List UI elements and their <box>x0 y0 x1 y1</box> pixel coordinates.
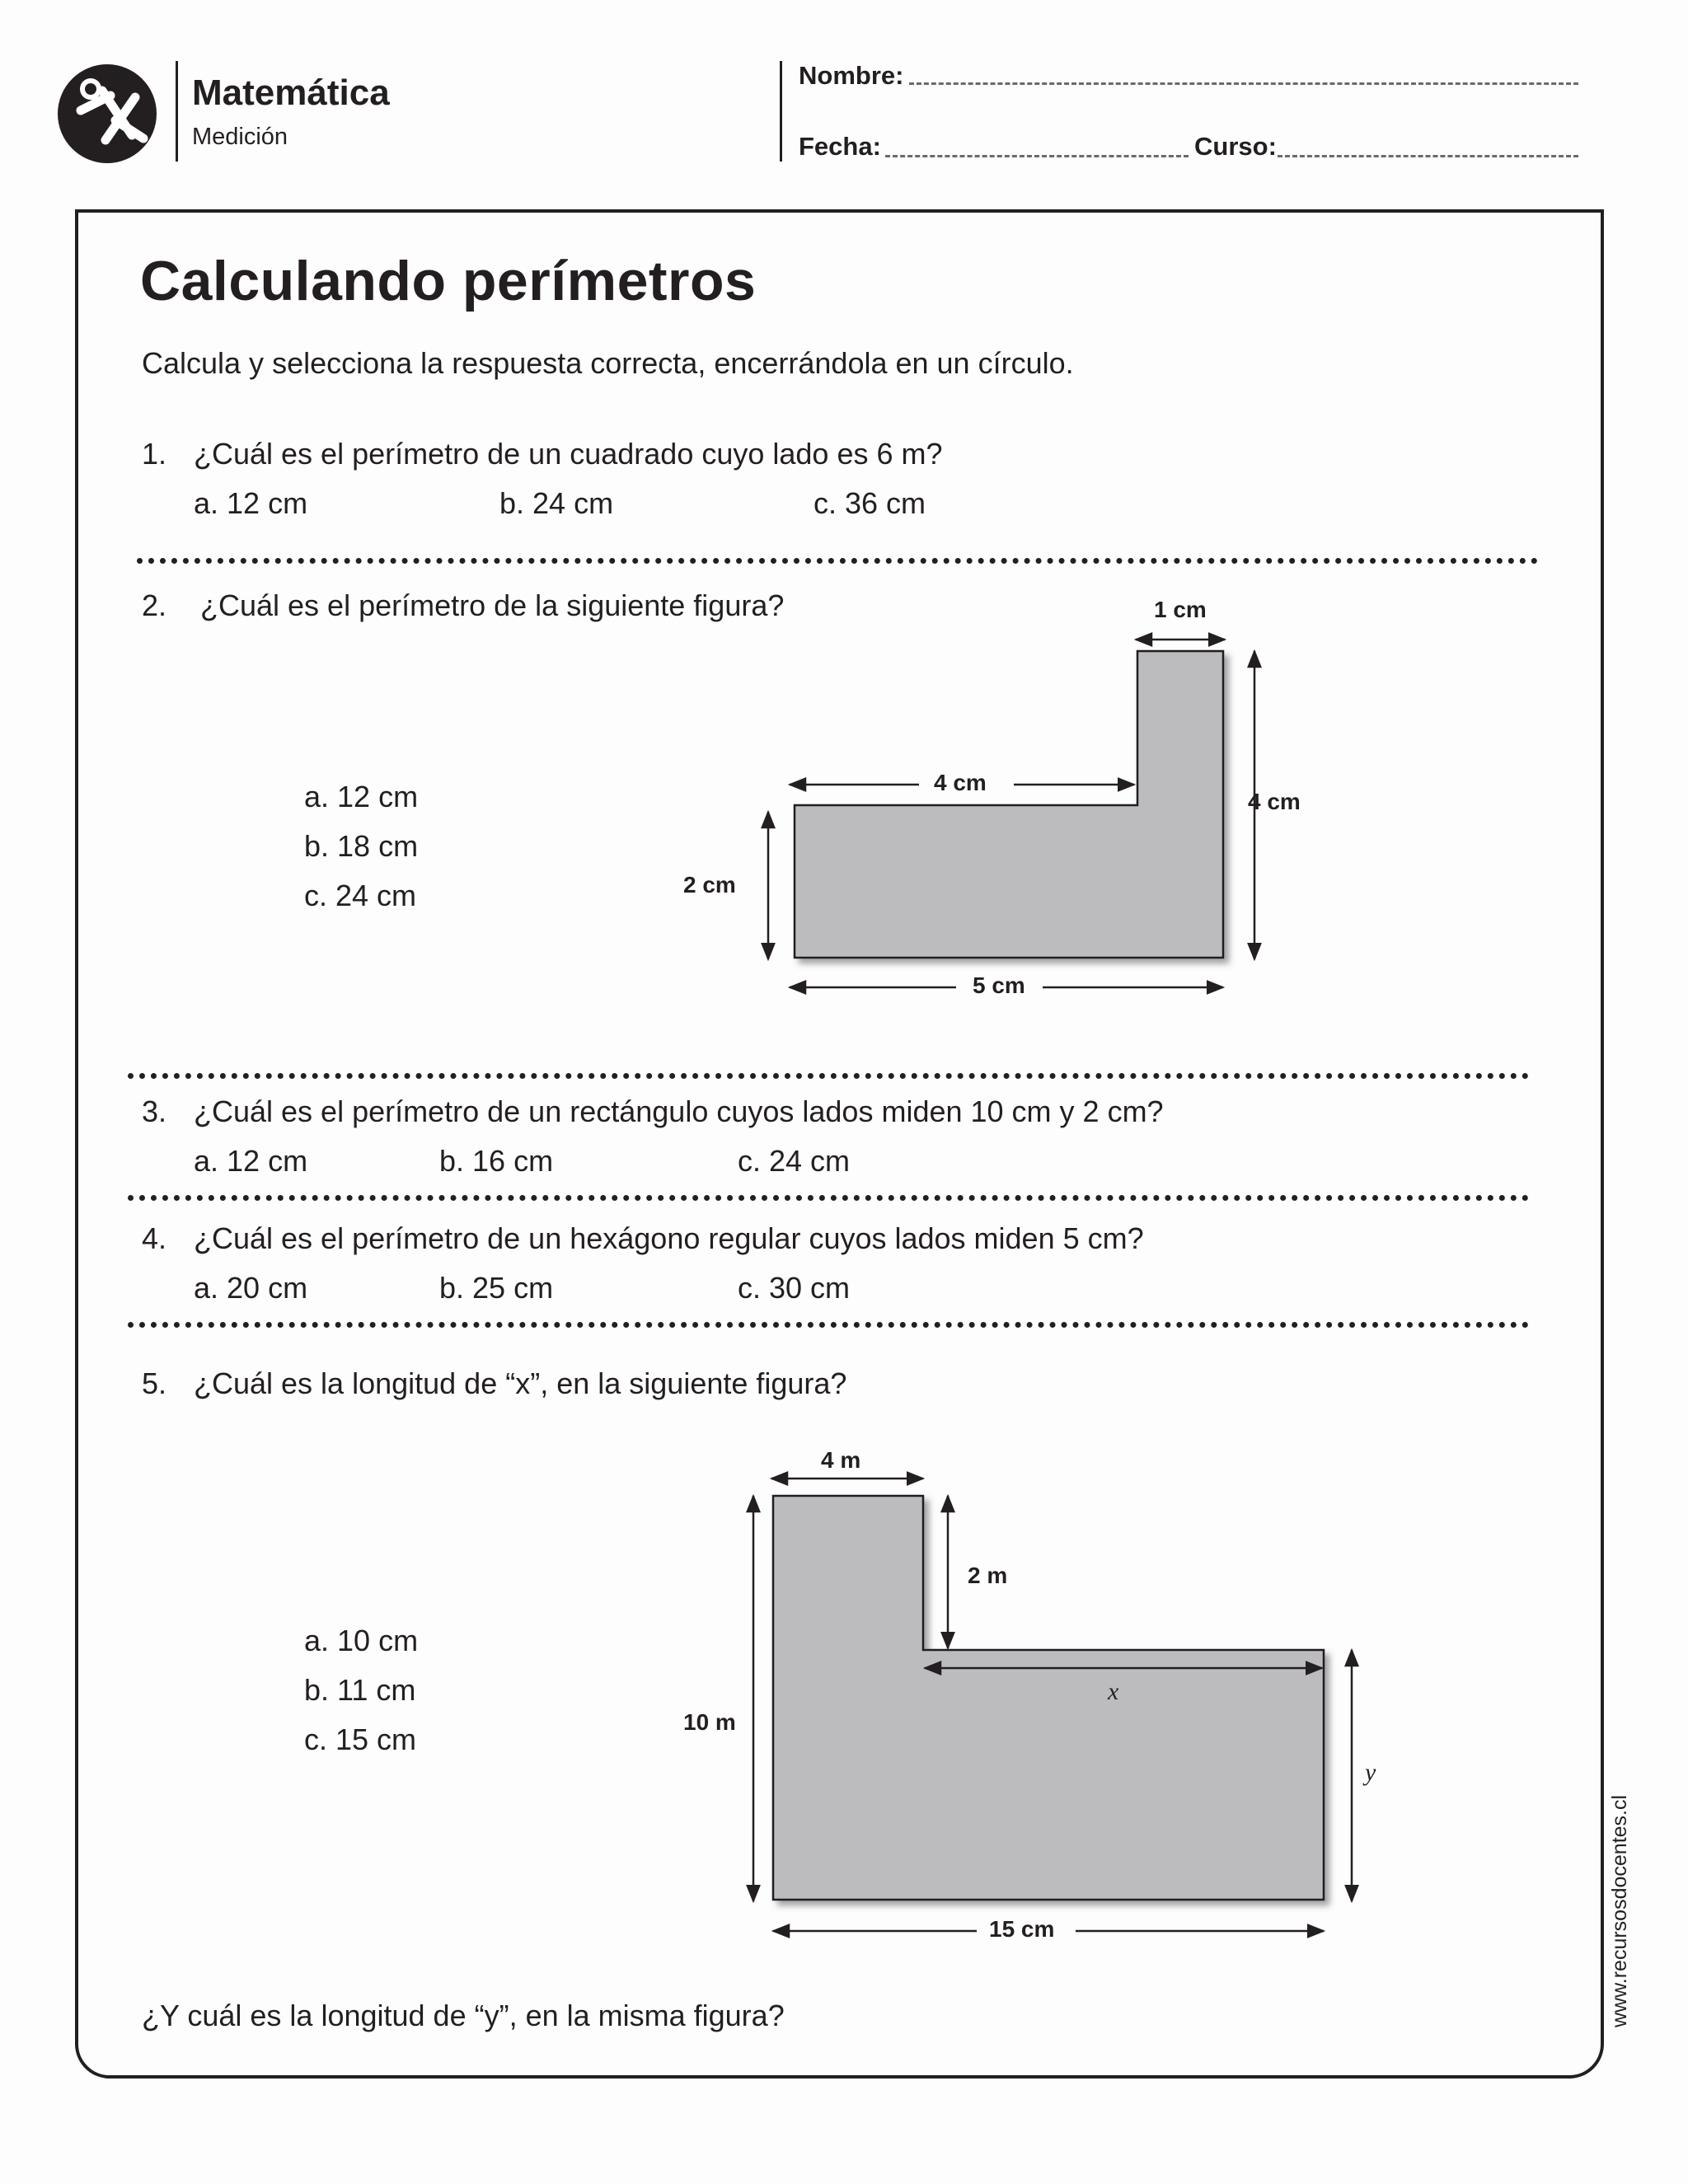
figure-2-label-left: 2 cm <box>683 872 736 898</box>
question-5-option-c[interactable]: c. 15 cm <box>304 1722 417 1756</box>
question-3-option-a[interactable]: a. 12 cm <box>194 1144 308 1178</box>
figure-5-shape <box>773 1496 1324 1900</box>
unit-subtitle: Medición <box>192 124 288 150</box>
question-1-option-c[interactable]: c. 36 cm <box>814 486 926 520</box>
question-5-follow-up: ¿Y cuál es la longitud de “y”, en la misma figura? <box>142 1999 785 2032</box>
question-3-option-b[interactable]: b. 16 cm <box>439 1144 554 1178</box>
name-label: Nombre: <box>799 61 904 90</box>
question-2-option-c[interactable]: c. 24 cm <box>304 879 417 912</box>
figure-5-label-left: 10 m <box>683 1709 736 1735</box>
figure-2-label-top: 1 cm <box>1154 597 1207 622</box>
question-4-text: ¿Cuál es el perímetro de un hexágono regular cuyos lados miden 5 cm? <box>194 1221 1144 1255</box>
subject-title: Matemática <box>192 73 390 113</box>
question-2-option-b[interactable]: b. 18 cm <box>304 829 419 863</box>
question-5-number: 5. <box>142 1366 167 1400</box>
question-4-option-b[interactable]: b. 25 cm <box>439 1271 554 1305</box>
question-2-number: 2. <box>142 588 167 622</box>
question-5-option-a[interactable]: a. 10 cm <box>304 1624 419 1657</box>
question-1-option-a[interactable]: a. 12 cm <box>194 486 308 520</box>
question-4-option-c[interactable]: c. 30 cm <box>738 1271 851 1305</box>
question-5-text: ¿Cuál es la longitud de “x”, en la siguiente figura? <box>194 1366 847 1400</box>
question-3-option-c[interactable]: c. 24 cm <box>738 1144 851 1178</box>
figure-2-shape <box>795 651 1223 958</box>
figure-2-label-bottom: 5 cm <box>973 972 1025 998</box>
course-label: Curso: <box>1194 132 1277 161</box>
separator <box>128 1322 1529 1328</box>
date-label: Fecha: <box>799 132 881 161</box>
figure-5-label-y: y <box>1365 1759 1376 1786</box>
figure-5-label-x: x <box>1108 1678 1119 1705</box>
figure-2-label-right: 4 cm <box>1248 789 1301 814</box>
figure-5-label-top: 4 m <box>821 1447 861 1473</box>
question-3-number: 3. <box>142 1094 167 1128</box>
figure-2-label-inner: 4 cm <box>934 770 987 795</box>
website-credit: www.recursosdocentes.cl <box>1608 1794 1631 2027</box>
question-5-option-b[interactable]: b. 11 cm <box>304 1673 416 1707</box>
separator <box>128 1073 1529 1079</box>
question-4-option-a[interactable]: a. 20 cm <box>194 1271 308 1305</box>
question-4-number: 4. <box>142 1221 167 1255</box>
question-1-option-b[interactable]: b. 24 cm <box>499 486 614 520</box>
question-3-text: ¿Cuál es el perímetro de un rectángulo cuyos lados miden 10 cm y 2 cm? <box>194 1094 1164 1128</box>
question-1-text: ¿Cuál es el perímetro de un cuadrado cuyo lado es 6 m? <box>194 437 943 471</box>
figure-5-label-bottom: 15 cm <box>989 1916 1055 1942</box>
page-title: Calculando perímetros <box>140 250 757 312</box>
question-1-number: 1. <box>142 437 167 471</box>
question-2-option-a[interactable]: a. 12 cm <box>304 780 419 813</box>
question-2-text: ¿Cuál es el perímetro de la siguiente figura? <box>200 588 785 622</box>
separator <box>128 1195 1529 1201</box>
instructions: Calcula y selecciona la respuesta correcta, encerrándola en un círculo. <box>142 346 1074 380</box>
figure-5-label-step: 2 m <box>968 1563 1008 1588</box>
